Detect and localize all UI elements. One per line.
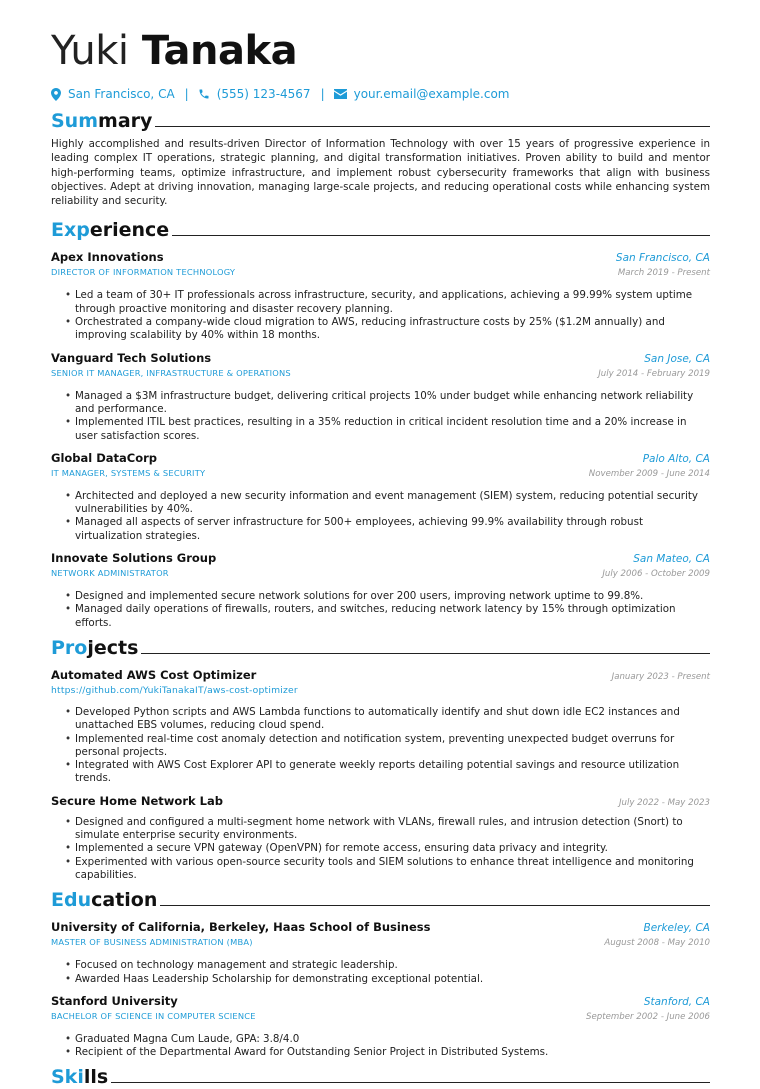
email-text: your.email@example.com (353, 87, 510, 101)
location-text: San Francisco, CA (68, 87, 175, 101)
project-name: Automated AWS Cost Optimizer (51, 667, 257, 682)
bullet-list (51, 590, 710, 630)
heading-rest: mary (98, 110, 153, 132)
bullet-list (51, 1033, 710, 1060)
bullet-item: • Graduated Magna Cum Laude, GPA: 3.8/4.0 (75, 1033, 710, 1046)
project-entry (51, 794, 710, 882)
entry-dates: January 2023 - Present (611, 671, 710, 682)
job-title: NETWORK ADMINISTRATOR (51, 568, 169, 579)
contact-phone[interactable] (198, 87, 311, 101)
bullet-item: • Led a team of 30+ IT professionals across infrastructure, security, and applications, achieving a 99.99% system uptime through proactive monitoring and disaster recovery planning. (75, 289, 710, 316)
entry-dates: August 2008 - May 2010 (604, 938, 710, 949)
bullet-item: • Managed all aspects of server infrastructure for 500+ employees, achieving 99.9% availability through robust virtualization strategies. (75, 516, 710, 543)
phone-icon (198, 88, 210, 100)
first-name: Yuki (51, 28, 129, 74)
last-name: Tanaka (141, 28, 298, 74)
bullet-item: • Focused on technology management and strategic leadership. (75, 959, 710, 972)
section-rule (155, 126, 710, 127)
section-title (51, 1065, 108, 1089)
section-rule (172, 235, 710, 236)
contact-line (51, 85, 710, 103)
company-name: Innovate Solutions Group (51, 551, 217, 566)
project-link[interactable]: https://github.com/YukiTanakaIT/aws-cost-optimizer (51, 684, 298, 696)
bullet-item: • Integrated with AWS Cost Explorer API to generate weekly reports detailing potential savings and resource utilization trends. (75, 759, 710, 786)
heading-rest: jects (87, 636, 139, 659)
entry-dates: July 2022 - May 2023 (619, 797, 710, 808)
experience-entry (51, 451, 710, 543)
heading-accent: Exp (51, 219, 90, 242)
heading-accent: Edu (51, 889, 92, 912)
project-entry (51, 668, 710, 786)
section-heading-projects (51, 634, 710, 660)
entry-dates: March 2019 - Present (617, 268, 710, 279)
bullet-list (51, 490, 710, 543)
experience-entry (51, 351, 710, 443)
section-heading-summary (51, 107, 710, 133)
bullet-item: • Awarded Haas Leadership Scholarship for demonstrating exceptional potential. (75, 973, 710, 986)
education-entry (51, 994, 710, 1060)
bullet-item: • Designed and implemented secure network solutions for over 200 users, improving network uptime to 99.8%. (75, 590, 710, 603)
bullet-list (51, 289, 710, 342)
section-title (51, 888, 157, 912)
phone-text: (555) 123-4567 (216, 87, 311, 101)
entry-dates: July 2006 - October 2009 (602, 569, 710, 580)
candidate-name (51, 28, 710, 74)
heading-rest: lls (83, 1066, 109, 1089)
entry-location: Palo Alto, CA (642, 452, 710, 465)
section-title (51, 636, 138, 660)
contact-separator: | (184, 87, 189, 101)
section-heading-experience (51, 216, 710, 242)
section-title (51, 109, 152, 133)
company-name: Vanguard Tech Solutions (51, 350, 212, 365)
section-rule (141, 653, 710, 654)
contact-location (51, 87, 175, 101)
job-title: SENIOR IT MANAGER, INFRASTRUCTURE & OPERATIONS (51, 367, 291, 378)
entry-dates: July 2014 - February 2019 (598, 368, 710, 379)
bullet-item: • Implemented a secure VPN gateway (OpenVPN) for remote access, ensuring data privacy and integrity. (75, 842, 710, 855)
bullet-item: • Orchestrated a company-wide cloud migration to AWS, reducing infrastructure costs by 25% ($1.2M annually) and improving scalability by 40% within 18 months. (75, 316, 710, 343)
entry-location: San Francisco, CA (615, 252, 710, 265)
envelope-icon (334, 89, 347, 99)
entry-dates: November 2009 - June 2014 (588, 468, 710, 479)
map-marker-icon (51, 88, 61, 101)
heading-rest: cation (91, 889, 158, 912)
entry-location: Berkeley, CA (643, 922, 710, 935)
company-name: Global DataCorp (51, 450, 158, 465)
bullet-item: • Managed a $3M infrastructure budget, delivering critical projects 10% under budget while enhancing network reliability and performance. (75, 390, 710, 417)
heading-accent: Sum (51, 110, 99, 132)
section-rule (160, 905, 710, 906)
entry-location: San Jose, CA (644, 352, 710, 365)
bullet-item: • Recipient of the Departmental Award for Outstanding Senior Project in Distributed Systems. (75, 1046, 710, 1059)
bullet-list (51, 390, 710, 443)
bullet-item: • Designed and configured a multi-segment home network with VLANs, firewall rules, and intrusion detection (Snort) to simulate enterprise security environments. (75, 816, 710, 843)
bullet-item: • Implemented ITIL best practices, resulting in a 35% reduction in critical incident resolution time and a 20% increase in user satisfaction scores. (75, 416, 710, 443)
experience-entry (51, 250, 710, 342)
heading-accent: Pro (51, 636, 88, 659)
bullet-item: • Managed daily operations of firewalls, routers, and switches, reducing network latency by 15% through optimization efforts. (75, 603, 710, 630)
school-name: University of California, Berkeley, Haas School of Business (51, 920, 431, 935)
bullet-list (51, 706, 710, 786)
bullet-item: • Experimented with various open-source security tools and SIEM solutions to enhance threat intelligence and monitoring capabilities. (75, 856, 710, 883)
bullet-item: • Implemented real-time cost anomaly detection and notification system, preventing unexpected budget overruns for personal projects. (75, 733, 710, 760)
section-heading-skills (51, 1063, 710, 1089)
job-title: DIRECTOR OF INFORMATION TECHNOLOGY (51, 267, 236, 278)
section-rule (111, 1082, 710, 1083)
bullet-item: • Architected and deployed a new security information and event management (SIEM) system, reducing potential security vulnerabilities by 40%. (75, 490, 710, 517)
summary-text: Highly accomplished and results-driven Director of Information Technology with over 15 years of progressive experience in leading complex IT operations, strategic planning, and digital transformation initiatives. Proven ability to build and mentor high-performing teams, optimize infrastructure, and implement robust cybersecurity frameworks that align with business objectives. Adept at driving innovation, managing large-scale projects, and reducing operational costs while enhancing system reliability and security. (51, 138, 710, 208)
education-entry (51, 920, 710, 986)
section-heading-education (51, 886, 710, 912)
heading-rest: erience (89, 219, 170, 242)
bullet-list (51, 959, 710, 986)
entry-location: San Mateo, CA (633, 553, 710, 566)
heading-accent: Ski (51, 1066, 84, 1089)
job-title: IT MANAGER, SYSTEMS & SECURITY (51, 467, 206, 478)
degree: MASTER OF BUSINESS ADMINISTRATION (MBA) (51, 937, 253, 948)
project-name: Secure Home Network Lab (51, 793, 223, 808)
bullet-item: • Developed Python scripts and AWS Lambda functions to automatically identify and shut down idle EC2 instances and unattached EBS volumes, reducing cloud spend. (75, 706, 710, 733)
contact-email[interactable] (334, 87, 510, 101)
section-title (51, 218, 169, 242)
entry-location: Stanford, CA (643, 995, 710, 1008)
school-name: Stanford University (51, 993, 178, 1008)
experience-entry (51, 551, 710, 630)
company-name: Apex Innovations (51, 250, 164, 265)
bullet-list (51, 816, 710, 882)
degree: BACHELOR OF SCIENCE IN COMPUTER SCIENCE (51, 1010, 256, 1021)
contact-separator: | (320, 87, 325, 101)
entry-dates: September 2002 - June 2006 (586, 1011, 710, 1022)
